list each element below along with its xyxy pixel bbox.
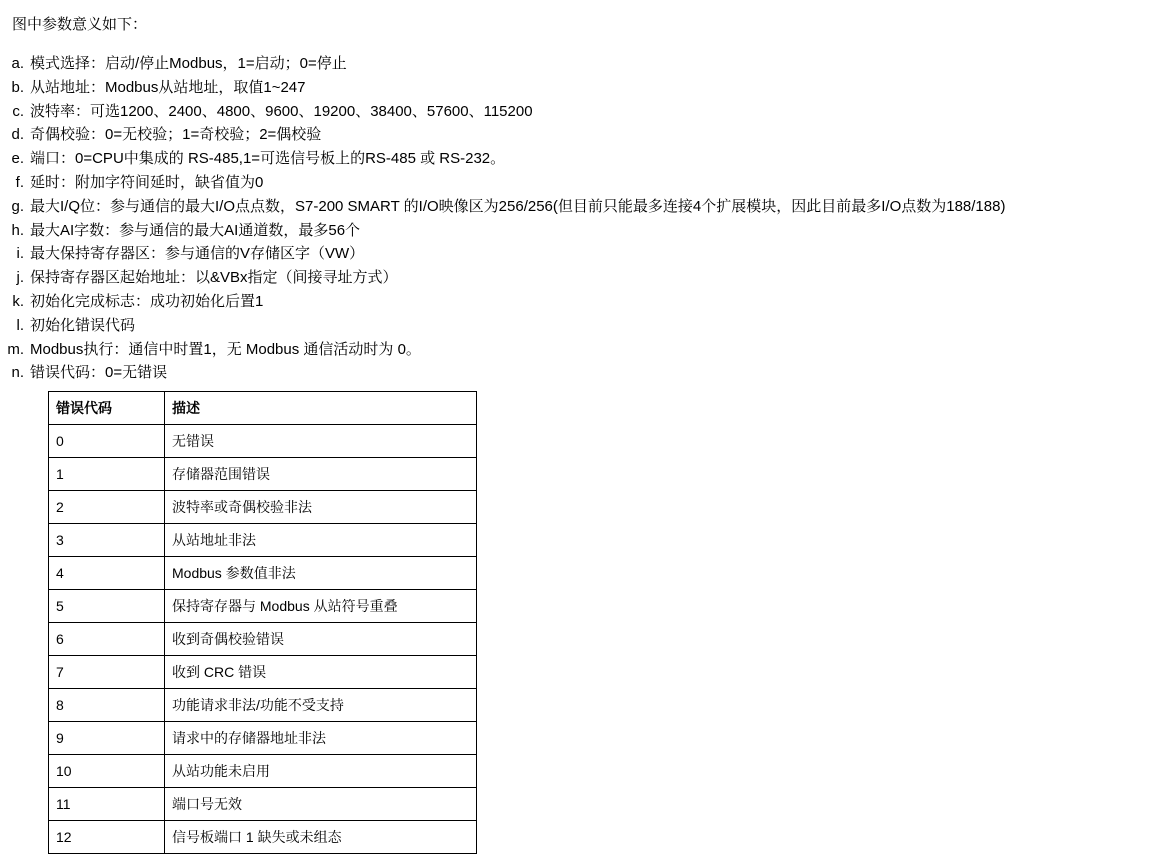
cell-description: 端口号无效 [165,788,477,821]
parameter-text: 初始化错误代码 [30,316,136,334]
parameter-letter: l. [16,316,24,334]
table-row [49,788,477,821]
parameter-letter: e. [11,150,24,168]
parameter-text: Modbus执行：通信中时置1，无 Modbus 通信活动时为 0。 [30,340,421,358]
parameter-text: 奇偶校验：0=无校验；1=奇校验；2=偶校验 [30,126,322,144]
table-row [49,623,477,656]
parameter-item [0,124,1157,147]
cell-description: 保持寄存器与 Modbus 从站符号重叠 [165,590,477,623]
table-row [49,755,477,788]
parameter-letter: c. [12,102,24,120]
cell-code: 6 [49,623,165,656]
parameter-letter: g. [11,197,24,215]
parameter-item [0,220,1157,243]
cell-code: 1 [49,458,165,491]
parameter-letter: n. [11,364,24,382]
parameter-text: 最大I/Q位：参与通信的最大I/O点点数，S7-200 SMART 的I/O映像区为256/256(但目前只能最多连接4个扩展模块，因此目前最多I/O点数为188/188) [30,197,1006,215]
cell-code: 5 [49,590,165,623]
parameter-text: 初始化完成标志：成功初始化后置1 [30,292,264,310]
parameter-letter: f. [15,173,24,191]
cell-description: 收到奇偶校验错误 [165,623,477,656]
parameter-item [0,172,1157,195]
table-row [49,458,477,491]
parameter-text: 从站地址：Modbus从站地址，取值1~247 [30,78,306,96]
table-row [49,491,477,524]
parameter-letter: a. [11,55,24,72]
cell-code: 3 [49,524,165,557]
parameter-item [0,339,1157,362]
cell-description: 从站地址非法 [165,524,477,557]
table-row [49,689,477,722]
parameter-item [0,243,1157,266]
parameter-item [0,101,1157,124]
column-header-description: 描述 [165,392,477,425]
table-row [49,590,477,623]
cell-code: 10 [49,755,165,788]
column-header-code: 错误代码 [49,392,165,425]
cell-code: 2 [49,491,165,524]
cell-description: 收到 CRC 错误 [165,656,477,689]
parameter-text: 最大保持寄存器区：参与通信的V存储区字（VW） [30,245,365,263]
parameter-item [0,196,1157,219]
parameter-letter: m. [7,340,24,358]
parameter-letter: b. [11,78,24,96]
parameter-item [0,267,1157,290]
cell-code: 8 [49,689,165,722]
table-row [49,557,477,590]
parameter-text: 保持寄存器区起始地址：以&VBx指定（间接寻址方式） [30,269,398,287]
table-header-row [49,392,477,425]
cell-code: 4 [49,557,165,590]
cell-description: 信号板端口 1 缺失或未组态 [165,821,477,854]
error-code-table [48,391,477,854]
parameter-text: 波特率：可选1200、2400、4800、9600、19200、38400、57600、115200 [30,102,533,120]
cell-description: 请求中的存储器地址非法 [165,722,477,755]
parameter-text: 模式选择：启动/停止Modbus，1=启动；0=停止 [30,55,347,72]
cell-description: 存储器范围错误 [165,458,477,491]
parameter-item [0,362,1157,385]
parameter-item [0,77,1157,100]
parameter-list [0,53,1157,385]
parameter-item [0,148,1157,171]
table-row [49,722,477,755]
table-row [49,656,477,689]
cell-description: 无错误 [165,425,477,458]
cell-description: 功能请求非法/功能不受支持 [165,689,477,722]
cell-description: 从站功能未启用 [165,755,477,788]
table-row [49,821,477,854]
intro-text: 图中参数意义如下： [12,16,148,33]
table-row [49,524,477,557]
parameter-text: 错误代码：0=无错误 [30,364,168,382]
cell-code: 9 [49,722,165,755]
cell-code: 11 [49,788,165,821]
parameter-letter: h. [11,221,24,239]
cell-code: 0 [49,425,165,458]
cell-description: 波特率或奇偶校验非法 [165,491,477,524]
parameter-text: 最大AI字数：参与通信的最大AI通道数，最多56个 [30,221,361,239]
table-row [49,425,477,458]
parameter-letter: i. [16,245,24,263]
parameter-letter: k. [12,292,24,310]
parameter-item [0,291,1157,314]
document-page [0,14,1157,846]
cell-code: 12 [49,821,165,854]
cell-code: 7 [49,656,165,689]
parameter-letter: j. [16,269,24,287]
cell-description: Modbus 参数值非法 [165,557,477,590]
parameter-letter: d. [11,126,24,144]
parameter-text: 延时：附加字符间延时，缺省值为0 [30,173,264,191]
parameter-item [0,53,1157,76]
parameter-item [0,315,1157,338]
parameter-text: 端口：0=CPU中集成的 RS-485,1=可选信号板上的RS-485 或 RS-232。 [30,150,506,168]
